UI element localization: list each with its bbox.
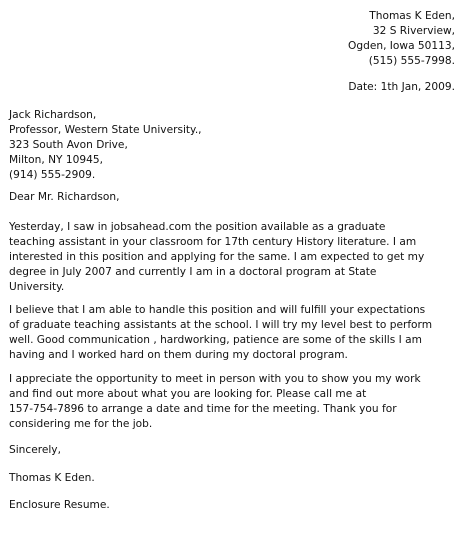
recipient-address	[9, 108, 202, 183]
paragraph-line: having and I worked hard on them during my doctoral program.	[9, 349, 348, 361]
body-paragraph-2	[9, 303, 432, 363]
paragraph-line: and find out more about what you are looking for. Please call me at	[9, 388, 367, 400]
paragraph-line: I believe that I am able to handle this position and will fulfill your expectations	[9, 304, 426, 316]
paragraph-line: University.	[9, 281, 65, 293]
enclosure-note: Enclosure Resume.	[9, 499, 110, 511]
recipient-city: Milton, NY 10945,	[9, 154, 103, 166]
paragraph-line: of graduate teaching assistants at the school. I will try my level best to perform	[9, 319, 433, 331]
recipient-title: Professor, Western State University.,	[9, 124, 202, 136]
recipient-phone: (914) 555-2909.	[9, 169, 96, 181]
body-paragraph-3	[9, 372, 421, 432]
paragraph-line: Yesterday, I saw in jobsahead.com the position available as a graduate	[9, 221, 386, 233]
paragraph-line: degree in July 2007 and currently I am in a doctoral program at State	[9, 266, 377, 278]
signature: Thomas K Eden.	[9, 472, 95, 484]
recipient-street: 323 South Avon Drive,	[9, 139, 128, 151]
paragraph-line: interested in this position and applying for the same. I am expected to get my	[9, 251, 425, 263]
paragraph-line: well. Good communication , hardworking, patience are some of the skills I am	[9, 334, 422, 346]
sender-address	[348, 9, 455, 69]
body-paragraph-1	[9, 220, 424, 295]
salutation: Dear Mr. Richardson,	[9, 191, 120, 203]
sender-city: Ogden, Iowa 50113,	[348, 40, 455, 52]
paragraph-line: considering me for the job.	[9, 418, 153, 430]
sender-street: 32 S Riverview,	[372, 25, 455, 37]
paragraph-line: teaching assistant in your classroom for 17th century History literature. I am	[9, 236, 417, 248]
paragraph-line: I appreciate the opportunity to meet in person with you to show you my work	[9, 373, 421, 385]
sender-phone: (515) 555-7998.	[368, 55, 455, 67]
closing: Sincerely,	[9, 444, 61, 456]
letter-date: Date: 1th Jan, 2009.	[348, 81, 455, 93]
paragraph-line: 157-754-7896 to arrange a date and time for the meeting. Thank you for	[9, 403, 397, 415]
sender-name: Thomas K Eden,	[369, 10, 455, 22]
recipient-name: Jack Richardson,	[9, 109, 97, 121]
